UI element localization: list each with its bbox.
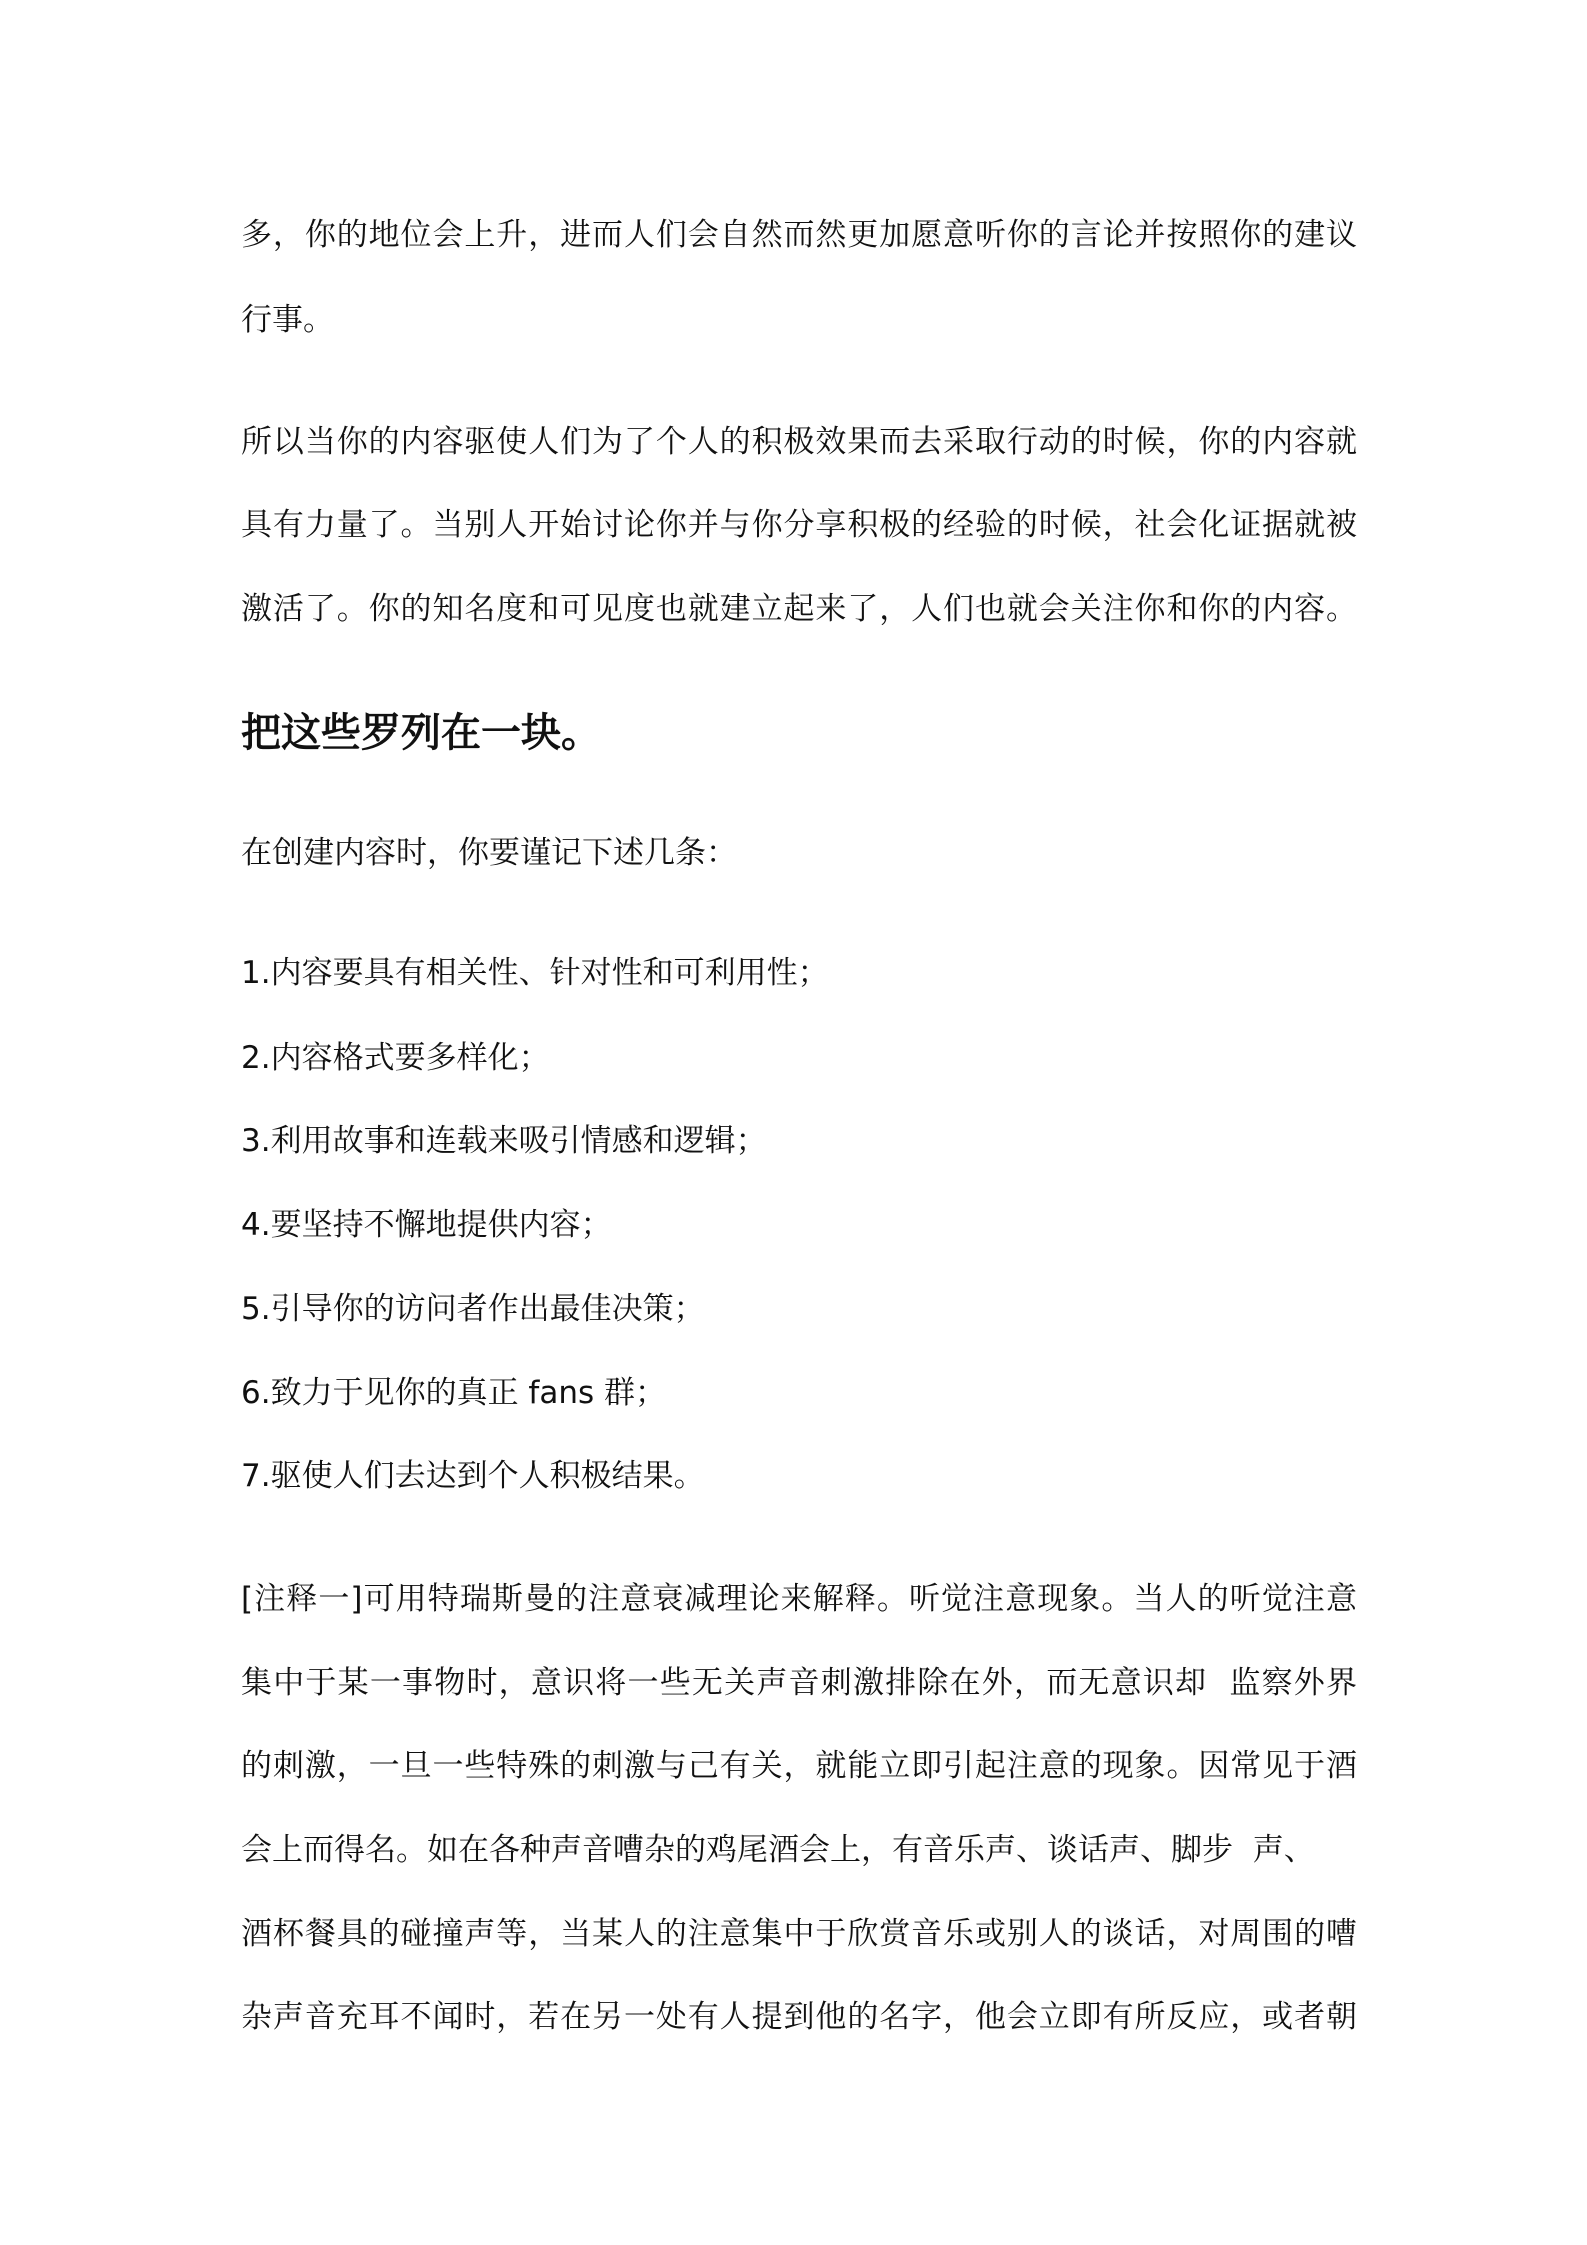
note-line: 集中于某一事物时，意识将一些无关声音刺激排除在外，而无意识却 监察外界 (241, 1665, 1357, 1701)
list-item: 4.要坚持不懈地提供内容； (241, 1207, 612, 1243)
list-item: 5.引导你的访问者作出最佳决策； (241, 1291, 705, 1327)
note-line: [注释一]可用特瑞斯曼的注意衰减理论来解释。听觉注意现象。当人的听觉注意 (241, 1581, 1357, 1617)
paragraph-line: 多，你的地位会上升，进而人们会自然而然更加愿意听你的言论并按照你的建议 (241, 217, 1357, 253)
paragraph-line: 具有力量了。当别人开始讨论你并与你分享积极的经验的时候，社会化证据就被 (241, 507, 1357, 543)
section-heading: 把这些罗列在一块。 (241, 710, 601, 756)
paragraph-line: 行事。 (241, 302, 334, 338)
note-line: 杂声音充耳不闻时，若在另一处有人提到他的名字，他会立即有所反应，或者朝 (241, 1999, 1357, 2035)
note-line: 的刺激，一旦一些特殊的刺激与己有关，就能立即引起注意的现象。因常见于酒 (241, 1748, 1357, 1784)
intro-text: 在创建内容时，你要谨记下述几条： (241, 835, 737, 871)
list-item: 3.利用故事和连载来吸引情感和逻辑； (241, 1123, 767, 1159)
note-line: 酒杯餐具的碰撞声等，当某人的注意集中于欣赏音乐或别人的谈话，对周围的嘈 (241, 1916, 1357, 1952)
list-item: 1.内容要具有相关性、针对性和可利用性； (241, 955, 829, 991)
note-line: 会上而得名。如在各种声音嘈杂的鸡尾酒会上，有音乐声、谈话声、脚步 声、 (241, 1832, 1315, 1868)
list-item: 6.致力于见你的真正 fans 群； (241, 1375, 666, 1411)
paragraph-line: 所以当你的内容驱使人们为了个人的积极效果而去采取行动的时候，你的内容就 (241, 424, 1357, 460)
paragraph-line: 激活了。你的知名度和可见度也就建立起来了，人们也就会关注你和你的内容。 (241, 591, 1357, 627)
list-item: 2.内容格式要多样化； (241, 1040, 550, 1076)
list-item: 7.驱使人们去达到个人积极结果。 (241, 1458, 705, 1494)
